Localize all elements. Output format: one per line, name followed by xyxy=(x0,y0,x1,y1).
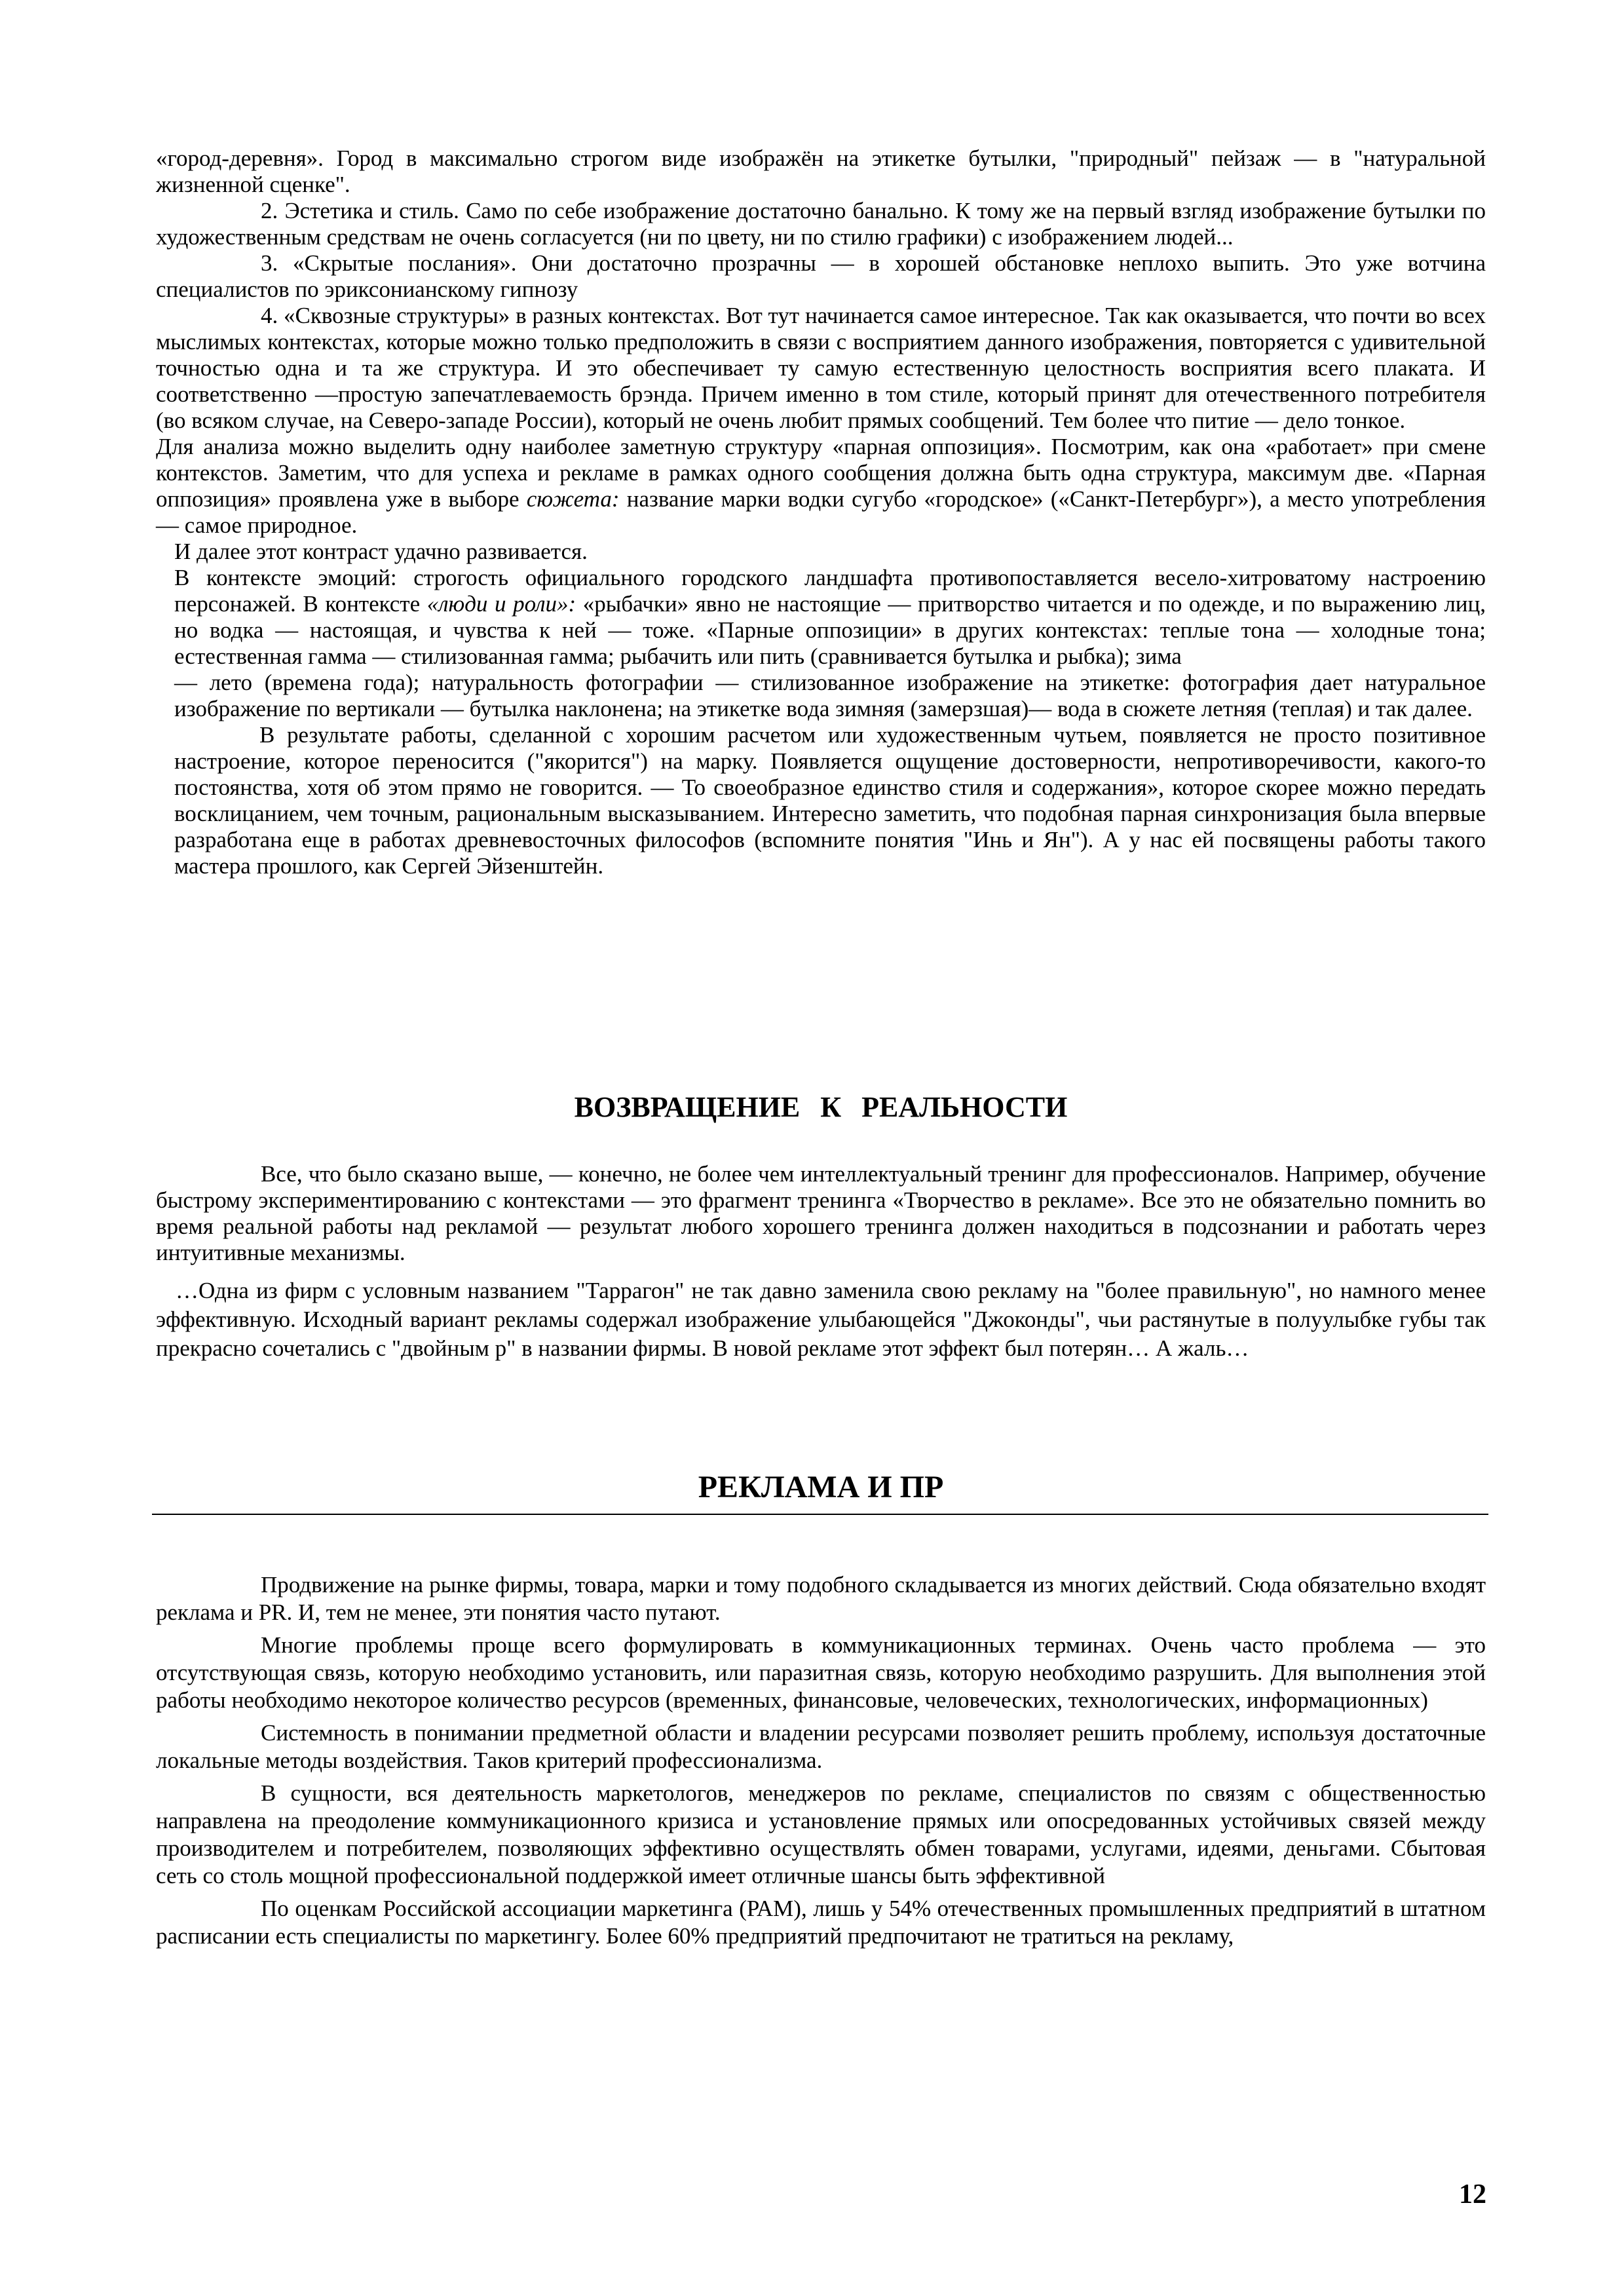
text-run: «рыбачки» явно не настоящие — притворство читается и по одежде, и по выражению лиц, но водка — настоящая, и чувства к ней — тоже. «Парные оппозиции» в других контекстах: теплые тона — холодные тона; естественная гамма — стилизованная гамма; рыбачить или пить (сравнивается бутылка и рыбка); зима xyxy=(174,591,1486,669)
paragraph: 2. Эстетика и стиль. Само по себе изображение достаточно банально. К тому же на первый взгляд изображение бутылки по художественным средствам не очень согласуется (ни по цвету, ни по стилю графики) с изображением людей... xyxy=(156,198,1486,250)
paragraph: 3. «Скрытые послания». Они достаточно прозрачны — в хорошей обстановке неплохо выпить. Это уже вотчина специалистов по эриксонианскому гипнозу xyxy=(156,250,1486,302)
paragraph: Продвижение на рынке фирмы, товара, марки и тому подобного складывается из многих действий. Сюда обязательно входят реклама и PR. И, тем не менее, эти понятия часто путают. xyxy=(156,1572,1486,1625)
paragraph: В сущности, вся деятельность маркетологов, менеджеров по рекламе, специалистов по связям с общественностью направлена на преодоление коммуникационного кризиса и установление прямых или опосредованных устойчивых связей между производителем и потребителем, позволяющих эффективно осуществлять обмен товарами, услугами, идеями, деньгами. Сбытовая сеть со столь мощной профессиональной поддержкой имеет отличные шансы быть эффективной xyxy=(156,1780,1486,1888)
text-run: Для анализа можно выделить одну наиболее заметную структуру «парная оппозиция». Посмотрим, как она «работает» при смене контекстов. Заметим, что для успеха и рекламе в рамках одного сообщения должна быть одна структура, максимум две. «Парная оппозиция» проявлена уже в выборе xyxy=(156,434,1486,512)
paragraph xyxy=(156,434,1486,539)
section-analysis xyxy=(156,145,1486,879)
paragraph: «город-деревня». Город в максимально строгом виде изображён на этикетке бутылки, "природный" пейзаж — в "натуральной жизненной сценке". xyxy=(156,145,1486,197)
text-run: название марки водки сугубо «городское» («Санкт-Петербург»), а место употребления — самое природное. xyxy=(156,486,1486,538)
paragraph: Многие проблемы проще всего формулировать в коммуникационных терминах. Очень часто проблема — это отсутствующая связь, которую необходимо установить, или паразитная связь, которую необходимо разрушить. Для выполнения этой работы необходимо некоторое количество ресурсов (временных, финансовые, человеческих, технологических, информационных) xyxy=(156,1632,1486,1713)
section-return-body xyxy=(156,1161,1486,1363)
paragraph xyxy=(156,565,1486,670)
paragraph: Системность в понимании предметной области и владении ресурсами позволяет решить проблему, используя достаточные локальные методы воздействия. Таков критерий профессионализма. xyxy=(156,1720,1486,1773)
paragraph: …Одна из фирм с условным названием "Таррагон" не так давно заменила свою рекламу на "более правильную", но намного менее эффективную. Исходный вариант рекламы содержал изображение улыбающейся "Джоконды", чьи растянутые в полуулыбке губы так прекрасно сочетались с "двойным р" в названии фирмы. В новой рекламе этот эффект был потерян… А жаль… xyxy=(156,1278,1486,1361)
emphasis-text: «люди и роли»: xyxy=(426,591,576,617)
section-return-to-reality xyxy=(156,1088,1486,1127)
page-number: 12 xyxy=(1459,2179,1486,2210)
heading-rule xyxy=(152,1514,1488,1515)
paragraph: В результате работы, сделанной с хорошим расчетом или художественным чутьем, появляется не просто позитивное настроение, которое переносится ("якорится") на марку. Появляется ощущение достоверности, непротиворечивости, какого-то постоянства, хотя об этом прямо не говорится. — То своеобразное единство стиля и содержания», которое скорее можно передать восклицанием, чем точным, рациональным высказыванием. Интересно заметить, что подобная парная синхронизация была впервые разработана еще в работах древневосточных философов (вспомните понятия "Инь и Ян"). А у нас ей посвящены работы такого мастера прошлого, как Сергей Эйзенштейн. xyxy=(174,722,1486,879)
paragraph: 4. «Сквозные структуры» в разных контекстах. Вот тут начинается самое интересное. Так как оказывается, что почти во всех мыслимых контекстах, которые можно только предположить в связи с восприятием данного изображения, повторяется с удивительной точностью одна и та же структура. И это обеспечивает ту самую естественную целостность восприятия всего плаката. И соответственно —простую запечатлеваемость брэнда. Причем именно в том стиле, который принят для отечественного потребителя (во всяком случае, на Северо-западе России), который не очень любит прямых сообщений. Тем более что питие — дело тонкое. xyxy=(156,303,1486,433)
paragraph: По оценкам Российской ассоциации маркетинга (РАМ), лишь у 54% отечественных промышленных предприятий в штатном расписании есть специалисты по маркетингу. Более 60% предприятий предпочитают не тратиться на рекламу, xyxy=(156,1896,1486,1949)
paragraph: И далее этот контраст удачно развивается. xyxy=(174,539,588,564)
text-run: В контексте эмоций: строгость официального городского ландшафта противопоставляется весело-хитроватому настроению персонажей. В контексте xyxy=(174,565,1486,617)
paragraph: Все, что было сказано выше, — конечно, не более чем интеллектуальный тренинг для профессионалов. Например, обучение быстрому экспериментированию с контекстами — это фрагмент тренинга «Творчество в рекламе». Все это не обязательно помнить во время реальной работы над рекламой — результат любого хорошего тренинга должен находиться в подсознании и работать через интуитивные механизмы. xyxy=(156,1161,1486,1265)
section-advertising-pr xyxy=(156,1468,1486,1507)
emphasis-text: сюжета: xyxy=(526,486,620,512)
section-heading: РЕКЛАМА И ПР xyxy=(698,1470,944,1504)
section-advertising-body xyxy=(156,1571,1486,1950)
paragraph: — лето (времена года); натуральность фотографии — стилизованное изображение на этикетке: фотография дает натуральное изображение по вертикали — бутылка наклонена; на этикетке вода зимняя (замерзшая)— вода в сюжете летняя (теплая) и так далее. xyxy=(174,670,1486,721)
section-heading: ВОЗВРАЩЕНИЕ К РЕАЛЬНОСТИ xyxy=(574,1091,1068,1123)
